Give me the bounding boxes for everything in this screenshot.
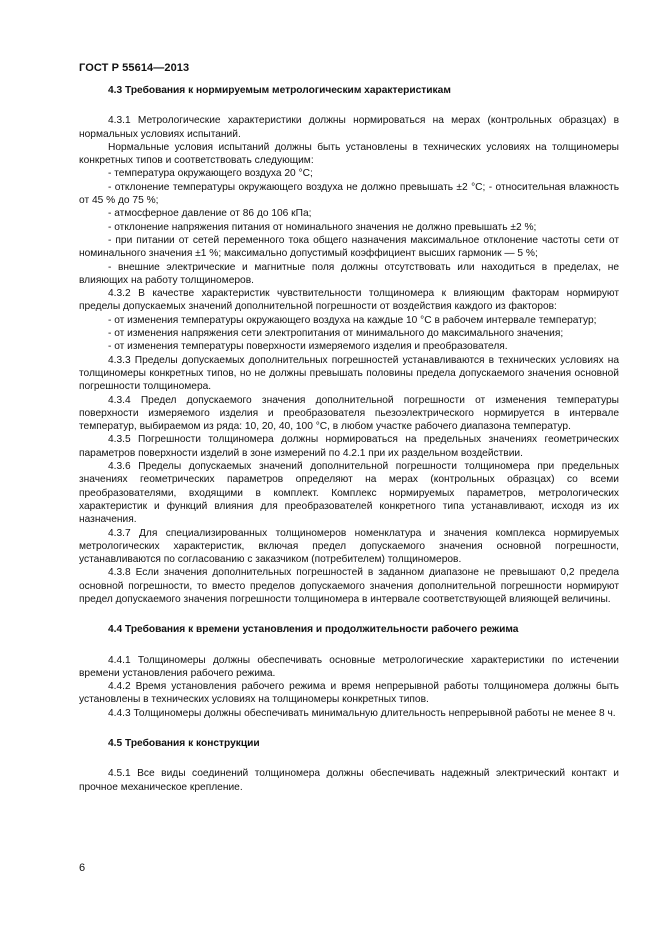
paragraph: 4.3.5 Погрешности толщиномера должны нормироваться на предельных значениях геометрических параметров поверхности изделий в зоне измерений по 4.2.1 при их раздельном воздействии. <box>79 434 619 459</box>
list-item: - отклонение температуры окружающего воздуха не должно превышать ±2 °С; - относительная влажность от 45 % до 75 %; <box>79 181 619 207</box>
paragraph: 4.3.7 Для специализированных толщиномеров номенклатура и значения комплекса нормируемых метрологических характеристик, включая предел допускаемого значения основной погрешности, устанавливаются по согласованию с заказчиком (потребителем) толщиномеров. <box>79 527 619 566</box>
paragraph: 4.3.4 Предел допускаемого значения дополнительной погрешности от изменения температуры поверхности измеряемого изделия и преобразователя пьезоэлектрического нормируется в интервале температур, выбираемом из ряда: 10, 20, 40, 100 °С, в любом участке рабочего диапазона температур. <box>79 394 619 433</box>
page-number: 6 <box>79 862 86 874</box>
list-item: - от изменения напряжения сети электропитания от минимального до максимального значения; <box>108 328 564 340</box>
paragraph: 4.3.8 Если значения дополнительных погрешностей в заданном диапазоне не превышают 0,2 предела основной погрешности, то вместо пределов допускаемого значения дополнительной погрешности нормируют предел допускаемого значения погрешности толщиномера в интервале соответствующей влияющей величины. <box>79 567 619 605</box>
list-item: - температура окружающего воздуха 20 °С; <box>108 168 313 180</box>
standard-header: ГОСТ Р 55614—2013 <box>79 62 190 74</box>
list-item: - атмосферное давление от 86 до 106 кПа; <box>108 208 312 220</box>
list-item: - отклонение напряжения питания от номинального значения не должно превышать ±2 %; <box>108 221 537 233</box>
paragraph: 4.3.2 В качестве характеристик чувствительности толщиномера к влияющим факторам нормируют пределы допускаемых значений дополнительной погрешности от воздействия каждого из факторов: <box>79 288 619 313</box>
list-item: - от изменения температуры поверхности измеряемого изделия и преобразователя. <box>108 341 508 353</box>
list-item: - при питании от сетей переменного тока общего назначения максимальное отклонение частоты сети от номинального значения ±1 %; максимально допустимый коэффициент высших гармоник — 5 %; <box>79 234 619 260</box>
list-item: - от изменения температуры окружающего воздуха на каждые 10 °С в рабочем интервале температур; <box>108 314 597 326</box>
document-body <box>79 84 619 794</box>
paragraph: 4.4.1 Толщиномеры должны обеспечивать основные метрологические характеристики по истечении времени установления рабочего режима. <box>79 654 619 679</box>
paragraph: 4.3.3 Пределы допускаемых дополнительных погрешностей устанавливаются в технических условиях на толщиномеры конкретных типов, но не должны превышать половины предела допускаемого значения основной погрешности толщиномера. <box>79 354 619 393</box>
paragraph: 4.4.3 Толщиномеры должны обеспечивать минимальную длительность непрерывной работы не менее 8 ч. <box>108 707 616 719</box>
list-item: - внешние электрические и магнитные поля должны отсутствовать или находиться в пределах, не влияющих на работу толщиномеров. <box>79 261 619 286</box>
paragraph: 4.3.1 Метрологические характеристики должны нормироваться на мерах (контрольных образцах) в нормальных условиях испытаний. <box>79 115 619 140</box>
paragraph: Нормальные условия испытаний должны быть установлены в технических условиях на толщиномеры конкретных типов и соответствовать следующим: <box>79 141 619 167</box>
paragraph: 4.4.2 Время установления рабочего режима и время непрерывной работы толщиномера должны быть установлены в технических условиях на толщиномеры конкретных типов. <box>79 681 619 706</box>
section-heading-4-5: 4.5 Требования к конструкции <box>108 738 260 750</box>
paragraph: 4.5.1 Все виды соединений толщиномера должны обеспечивать надежный электрический контакт и прочное механическое крепление. <box>79 768 619 793</box>
section-heading-4-3: 4.3 Требования к нормируемым метрологическим характеристикам <box>108 85 451 96</box>
section-heading-4-4: 4.4 Требования к времени установления и продолжительности рабочего режима <box>108 624 519 636</box>
paragraph: 4.3.6 Пределы допускаемых значений дополнительной погрешности толщиномера при предельных значениях геометрических параметров определяют на мерах (контрольных образцах) со всеми преобразователями, входящими в комплект. Комплекс нормируемых параметров, метрологических характеристик и функций влияния для преобразователей конкретного типа устанавливают, исходя из их назначения. <box>79 461 619 526</box>
